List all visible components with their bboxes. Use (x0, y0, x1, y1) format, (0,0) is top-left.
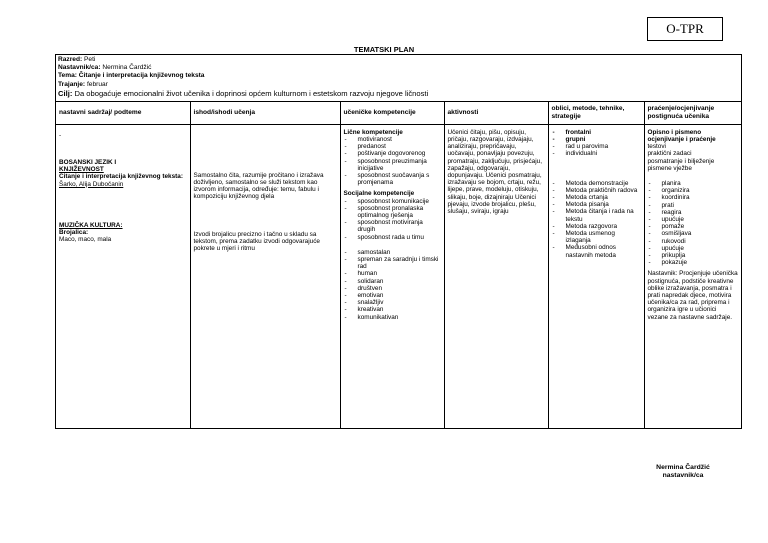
grade-line: Razred: Peti (58, 56, 96, 63)
list-item: - Metoda demonstracije (552, 180, 641, 187)
assessment-title: Opisno i pismeno ocjenjivanje i praćenje (647, 128, 716, 144)
outcome-text: Samostalno čita, razumije pročitano i izražava doživljeno, samostalno se služi tekstom kao izvorom informacija, određuje: temu, fabulu i kompoziciju književnog djela (193, 171, 324, 201)
col-header-content: nastavni sadržaj/ podteme (56, 102, 190, 125)
list-item: - spreman za saradnju i timski rad (344, 256, 441, 270)
list-item: - upućuje (648, 245, 739, 252)
list-item: - Metoda čitanja i rada na tekstu (552, 208, 641, 222)
signature-name: Nermina Čardžić (656, 464, 710, 471)
subject1-title-line2: KNJIŽEVNOST (59, 166, 104, 174)
list-item: - sposobnost rada u timu (344, 234, 441, 241)
col-header-competences: učeničke kompetencije (340, 102, 444, 125)
social-competences-list (344, 198, 441, 241)
list-item: - Metoda pisanja (552, 201, 641, 208)
col-header-activities: aktivnosti (444, 102, 548, 125)
list-item: - planira (648, 180, 739, 187)
subject1-work: Šarko, Alija Dubočanin (59, 180, 124, 188)
list-item: - sposobnost motiviranja drugih (344, 219, 441, 233)
outcome-text: Izvodi brojalicu precizno i tačno u skladu sa tekstom, prema zadatku izvodi odgovarajuće pokrete u mjeri i ritmu (193, 230, 320, 253)
work-forms-list (552, 129, 641, 158)
col-header-assessment: praćenje/ocjenjivanje postignuća učenika (644, 102, 741, 125)
subject1-title-line1: BOSANSKI JEZIK I (59, 159, 117, 167)
goal-line: Cilj: Da obogaćuje emocionalni život učenika i doprinosi općem kulturnom i estetskom razvoju njegove ličnosti (58, 88, 429, 98)
plan-table (56, 102, 741, 429)
plan-header (56, 55, 741, 102)
list-item: - Metoda razgovora (552, 223, 641, 230)
document-code: O-TPR (647, 17, 723, 41)
list-item: - individualni (552, 150, 641, 157)
col-header-methods: oblici, metode, tehnike, strategije (548, 102, 644, 125)
personal-competences-title: Lične kompetencije (343, 128, 403, 136)
list-item: - human (344, 270, 441, 277)
list-item: - Međusobni odnos nastavnih metoda (552, 244, 641, 258)
theme-line: Tema: Čitanje i interpretacija književnog teksta (58, 72, 205, 80)
social-competences-title: Socijalne kompetencije (343, 190, 415, 198)
signature-block (628, 464, 738, 481)
subject2-work: Maco, maco, mala (59, 236, 112, 244)
assessment-note: Nastavnik: Procjenjuje učenička postignuća, podstiče kreativne oblike izražavanja, posmatra i prati napredak djece, motivira učenika/ca za rad, priprema i organizira igre u učionici vezane za nastavne sadržaje. (647, 270, 738, 321)
plan-title: TEMATSKI PLAN (353, 45, 415, 54)
subject2-topic: Brojalica: (59, 229, 89, 237)
list-item: - upućuje (648, 216, 739, 223)
methods-list (552, 180, 641, 259)
outcomes-cell (190, 124, 340, 428)
subject2-title: MUZIČKA KULTURA: (59, 221, 123, 229)
traits-list (344, 249, 441, 321)
list-item: - emotivan (344, 292, 441, 299)
methods-cell (548, 124, 644, 428)
list-item: - Metoda praktičnih radova (552, 187, 641, 194)
list-item: - kreativan (344, 306, 441, 313)
list-item: - snalažljiv (344, 299, 441, 306)
table-header-row (56, 102, 741, 125)
list-item: - pomaže (648, 223, 739, 230)
activities-text: Učenici čitaju, pišu, opisuju, pričaju, razgovaraju, izdvajaju, analiziraju, prepričavaju, uočavaju, ponavljaju povezuju, promatraju, zaključuju, prisjećaju, zapažaju, odgovaraju, dopunjavaju. Učenici posmatraju, izražavaju se bojom, crtaju, režu, lijepe, prave, modeluju, otiskuju, slikaju, boje, dizajniraju Učenici pjevaju, izvode brojalicu, plešu, slušaju, sviraju, igraju (447, 128, 542, 216)
list-item: - komunikativan (344, 314, 441, 321)
list-item: - organizira (648, 187, 739, 194)
list-item: - poštivanje dogovorenog (344, 150, 441, 157)
plan-table-frame (55, 54, 742, 429)
list-item: - motiviranost (344, 136, 441, 143)
list-item: - koordinira (648, 194, 739, 201)
duration-line: Trajanje: februar (58, 80, 108, 88)
list-item: - prikuplja (648, 252, 739, 259)
list-item: - rad u parovima (552, 143, 641, 150)
list-item: - pokazuje (648, 259, 739, 266)
list-item: - sposobnost preuzimanja inicijative (344, 158, 441, 172)
list-item: - sposobnost suočavanja s promjenama (344, 172, 441, 186)
list-item: - društven (344, 285, 441, 292)
list-item: - grupni (552, 136, 641, 143)
list-item: - Metoda crtanja (552, 194, 641, 201)
list-item: - sposobnost pronalaska optimalnog rješenja (344, 205, 441, 219)
list-item: - osmišljava (648, 230, 739, 237)
list-item: - rukovodi (648, 238, 739, 245)
list-item: - solidaran (344, 278, 441, 285)
activities-cell (444, 124, 548, 428)
table-row (56, 124, 741, 428)
list-item: - frontalni (552, 129, 641, 136)
competences-cell (340, 124, 444, 428)
assessment-verbs-list (648, 180, 739, 266)
list-item: - Metoda usmenog izlaganja (552, 230, 641, 244)
subject1-topic: Čitanje i interpretacija književnog teksta: (59, 173, 183, 181)
personal-competences-list (344, 136, 441, 186)
list-item: - sposobnost komunikacije (344, 198, 441, 205)
list-item: - prati (648, 202, 739, 209)
signature-role: nastavnik/ca (662, 472, 704, 480)
col-header-outcomes: ishod/ishodi učenja (190, 102, 340, 125)
list-item: - predanost (344, 143, 441, 150)
content-cell: - BOSANSKI JEZIK I KNJIŽEVNOST Čitanje i interpretacija književnog teksta: Šarko, Alija Dubočanin MUZIČKA KULTURA: Brojalica: Maco, maco, mala (56, 124, 190, 428)
list-item: - samostalan (344, 249, 441, 256)
assessment-cell: Opisno i pismeno ocjenjivanje i praćenje testovi praktični zadaci posmatranje i bilježenje pismene vježbe - planira - organizira - koordinira - prati - reagira - upućuje - pomaže - osmišljava - rukovodi - upućuje - prikuplja - pokazuje Nastavnik: Procjenjuje učenička postignuća, podstiče kreativne oblike izražavanja, posmatra i prati napredak djece, motivira učenika/ca za rad, priprema i organizira igre u učionici vezane za nastavne sadržaje. (644, 124, 741, 428)
list-item: - reagira (648, 209, 739, 216)
teacher-line: Nastavnik/ca: Nermina Čardžić (58, 64, 152, 72)
